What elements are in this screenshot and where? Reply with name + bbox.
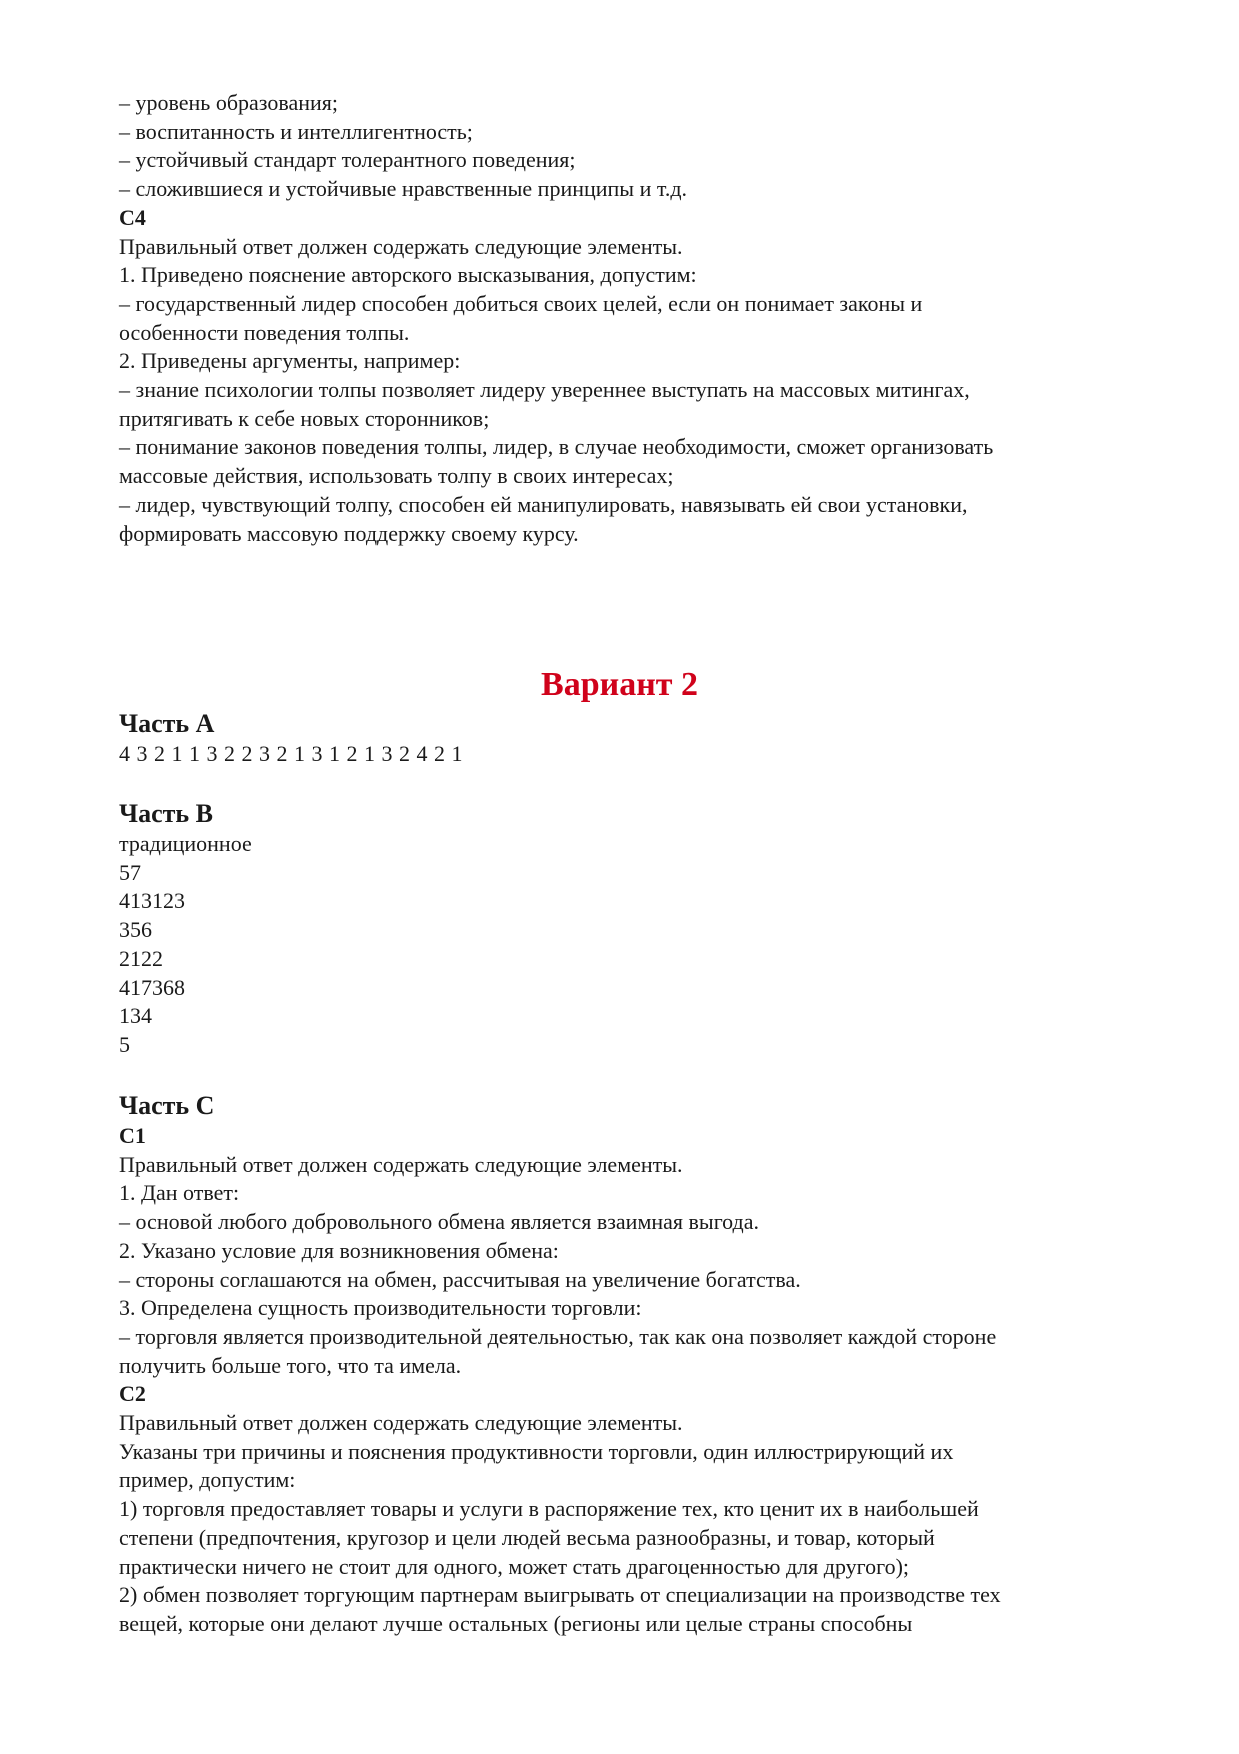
list-item: – уровень образования;	[119, 90, 338, 115]
c4-line: массовые действия, использовать толпу в своих интересах;	[119, 463, 674, 489]
c4-line: – знание психологии толпы позволяет лидеру увереннее выступать на массовых митингах,	[119, 377, 970, 403]
c1-line: – стороны соглашаются на обмен, рассчитывая на увеличение богатства.	[119, 1266, 801, 1292]
part-b-section	[119, 798, 1129, 1060]
part-b-answer: 5	[119, 1031, 130, 1057]
part-b-answer: традиционное	[119, 831, 252, 856]
c1-label: С1	[119, 1123, 146, 1148]
c4-line: притягивать к себе новых сторонников;	[119, 405, 490, 431]
c2-line: практически ничего не стоит для одного, может стать драгоценностью для другого);	[119, 1553, 910, 1579]
c1-line: получить больше того, что та имела.	[119, 1352, 462, 1378]
c4-line: – государственный лидер способен добиться своих целей, если он понимает законы и	[119, 290, 923, 316]
top-section	[119, 89, 1129, 548]
c2-line: 1) торговля предоставляет товары и услуги в распоряжение тех, кто ценит их в наибольшей	[119, 1496, 979, 1522]
c1-line: 1. Дан ответ:	[119, 1180, 240, 1206]
part-c-heading: Часть С	[119, 1091, 215, 1120]
part-b-answer: 356	[119, 917, 152, 943]
part-b-answer: 134	[119, 1003, 152, 1029]
list-item: – устойчивый стандарт толерантного поведения;	[119, 147, 576, 173]
c1-line: Правильный ответ должен содержать следующие элементы.	[119, 1151, 683, 1177]
part-b-answer: 2122	[119, 945, 163, 971]
part-a-heading: Часть А	[119, 709, 215, 738]
c2-line: степени (предпочтения, кругозор и цели людей весьма разнообразны, и товар, который	[119, 1524, 935, 1550]
c4-line: – лидер, чувствующий толпу, способен ей манипулировать, навязывать ей свои установки,	[119, 491, 968, 517]
c2-line: Правильный ответ должен содержать следующие элементы.	[119, 1410, 683, 1436]
c4-line: Правильный ответ должен содержать следующие элементы.	[119, 233, 683, 259]
c4-line: особенности поведения толпы.	[119, 319, 410, 345]
part-b-heading: Часть В	[119, 799, 213, 828]
c2-label: С2	[119, 1381, 146, 1407]
c2-line: вещей, которые они делают лучше остальных (регионы или целые страны способны	[119, 1610, 913, 1636]
c1-line: – основой любого добровольного обмена является взаимная выгода.	[119, 1209, 759, 1235]
part-a-answers: 4 3 2 1 1 3 2 2 3 2 1 3 1 2 1 3 2 4 2 1	[119, 741, 463, 766]
list-item: – воспитанность и интеллигентность;	[119, 118, 473, 144]
part-b-answer: 417368	[119, 974, 185, 1000]
c4-line: 1. Приведено пояснение авторского высказывания, допустим:	[119, 262, 697, 288]
part-b-answer: 413123	[119, 888, 185, 914]
c1-line: 2. Указано условие для возникновения обмена:	[119, 1237, 559, 1263]
variant-title: Вариант 2	[541, 666, 698, 703]
part-b-answer: 57	[119, 859, 141, 885]
c2-line: пример, допустим:	[119, 1467, 296, 1493]
part-c-section	[119, 1090, 1129, 1639]
c4-line: формировать массовую поддержку своему курсу.	[119, 520, 579, 546]
c4-label: С4	[119, 204, 146, 230]
c4-line: 2. Приведены аргументы, например:	[119, 348, 461, 374]
c4-line: – понимание законов поведения толпы, лидер, в случае необходимости, сможет организовать	[119, 434, 994, 460]
c1-line: – торговля является производительной деятельностью, так как она позволяет каждой стороне	[119, 1323, 997, 1349]
list-item: – сложившиеся и устойчивые нравственные принципы и т.д.	[119, 176, 688, 202]
part-a-section	[119, 708, 1129, 769]
c2-line: Указаны три причины и пояснения продуктивности торговли, один иллюстрирующий их	[119, 1438, 954, 1464]
c2-line: 2) обмен позволяет торгующим партнерам выигрывать от специализации на производстве тех	[119, 1582, 1001, 1608]
c1-line: 3. Определена сущность производительности торговли:	[119, 1295, 642, 1321]
